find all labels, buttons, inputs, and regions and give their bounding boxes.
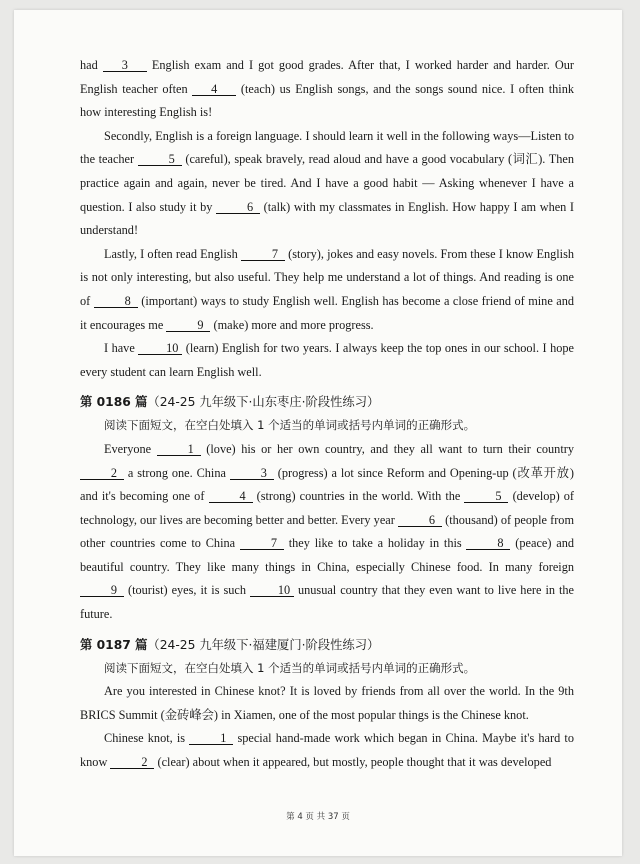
blank-4: 4: [192, 83, 236, 96]
page-footer: 第 4 页 共 37 页: [286, 812, 350, 822]
section-186-paragraph: Everyone 1 (love) his or her own country, and they all want to turn their country 2 a strong one. China 3 (progress) a lot since Reform and Opening-up (改革开放) and it's becoming one of 4 (strong) countries in the world. With the 5 (develop) of technology, our lives are becoming better and better. Every year 6 (thousand) of people from other countries come to China 7 they like to take a holiday in this 8 (peace) and beautiful country. They like many things in China, especially Chinese food. In many foreign 9 (tourist) eyes, it is such 10 unusual country that they even want to live here in the future.: [80, 441, 575, 622]
blank-10: 10: [138, 342, 182, 355]
section-186-title: 第 0186 篇（24-25 九年级下·山东枣庄·阶段性练习）: [80, 395, 380, 410]
blank-2: 2: [110, 756, 154, 769]
blank-9: 9: [166, 319, 210, 332]
blank-8: 8: [466, 537, 510, 550]
blank-3: 3: [103, 59, 147, 72]
blank-2: 2: [80, 467, 124, 480]
blank-1: 1: [189, 732, 233, 745]
prev-paragraph-2: Secondly, English is a foreign language. I should learn it well in the following ways—Listen to the teacher 5 (careful), speak bravely, read aloud and have a good vocabulary (词汇). Then practice again and again, never be tired. And I have a good habit — Asking whenever I have a question. I also study it by 6 (talk) with my classmates in English. How happy I am when I understand!: [80, 128, 575, 238]
blank-6: 6: [216, 201, 260, 214]
blank-5: 5: [464, 490, 508, 503]
document-page: [14, 10, 622, 856]
prev-paragraph-1: had 3 English exam and I got good grades. After that, I worked harder and harder. Our English teacher often 4 (teach) us English songs, and the songs sound nice. I often think how interesting English is!: [80, 58, 575, 120]
section-187-paragraph-2: Chinese knot, is 1 special hand-made work which began in China. Maybe it's hard to know 2 (clear) about when it appeared, but mostly, people thought that it was developed: [80, 731, 574, 770]
blank-5: 5: [138, 153, 182, 166]
blank-4: 4: [209, 490, 253, 503]
blank-8: 8: [94, 295, 138, 308]
section-187-instruction: 阅读下面短文，在空白处填入 1 个适当的单词或括号内单词的正确形式。: [104, 660, 476, 675]
prev-paragraph-3: Lastly, I often read English 7 (story), jokes and easy novels. From these I know English is not only interesting, but also useful. They help me understand a lot of things. And reading is one of 8 (important) ways to study English well. English has become a close friend of mine and it encourages me 9 (make) more and more progress.: [80, 246, 575, 332]
page-content: [80, 54, 574, 775]
blank-1: 1: [157, 443, 201, 456]
section-187-paragraph-1: Are you interested in Chinese knot? It is loved by friends from all over the world. In the 9th BRICS Summit (金砖峰会) in Xiamen, one of the most popular things is the Chinese knot.: [80, 684, 574, 722]
prev-paragraph-4: I have 10 (learn) English for two years. I always keep the top ones in our school. I hope every student can learn English well.: [80, 341, 574, 379]
blank-3: 3: [230, 467, 274, 480]
section-186-instruction: 阅读下面短文，在空白处填入 1 个适当的单词或括号内单词的正确形式。: [104, 418, 476, 433]
blank-7: 7: [241, 248, 285, 261]
blank-6: 6: [398, 514, 442, 527]
blank-9: 9: [80, 584, 124, 597]
blank-7: 7: [240, 537, 284, 550]
blank-10: 10: [250, 584, 294, 597]
section-187-title: 第 0187 篇（24-25 九年级下·福建厦门·阶段性练习）: [80, 637, 380, 652]
